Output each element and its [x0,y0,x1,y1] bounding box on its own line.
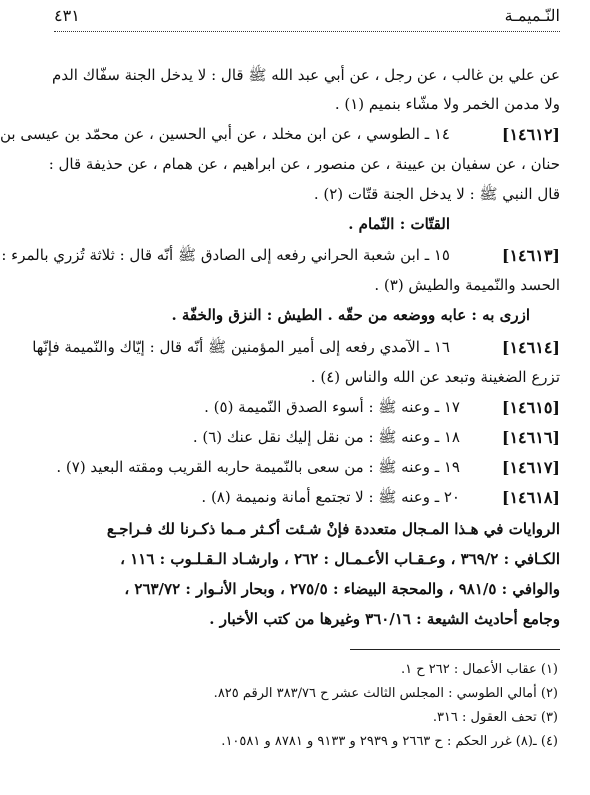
gloss-line: ازرى به : عابه ووضعه من حقّه . الطيش : النزق والخفّة . [171,306,530,324]
header-dotted-rule [54,31,560,32]
running-title: النّـميمـة [504,6,560,25]
hadith-number: [١٤٦١٨] [501,488,560,507]
hadith-number: [١٤٦١٦] [501,428,560,447]
footnote: (١) عقاب الأعمال : ٢٦٢ ح ١. [400,662,558,677]
text-line: عن علي بن غالب ، عن رجل ، عن أبي عبد الله ﷺ قال : لا يدخل الجنة سفّاك الدم [52,66,560,84]
hadith-number: [١٤٦١٤] [501,338,560,357]
hadith-text: ١٧ ـ وعنه ﷺ : أسوء الصدق النّميمة (٥) . [204,398,460,416]
text-line: تزرع الضغينة وتبعد عن الله والناس (٤) . [310,368,560,386]
footnote: (٢) أمالي الطوسي : المجلس الثالث عشر ح ٣٨٣/٧٦ الرقم ٨٢٥. [213,686,558,701]
hadith-text: ١٨ ـ وعنه ﷺ : من نقل إليك نقل عنك (٦) . [192,428,460,446]
gloss-line: القتّات : النّمام . [348,215,450,233]
text-line: ١٦ ـ الآمدي رفعه إلى أمير المؤمنين ﷺ أنّه قال : إيّاك والنّميمة فإنّها [32,338,450,356]
note-line: الكـافي : ٣٦٩/٢ ، وعـقـاب الأعـمـال : ٢٦٢ ، وارشـاد الـقـلـوب : ١١٦ ، [120,550,560,568]
text-line: ١٤ ـ الطوسي ، عن ابن مخلد ، عن أبي الحسين ، عن محمّد بن عيسى بن [0,125,450,143]
text-line: ولا مدمن الخمر ولا مشّاء بنميم (١) . [334,95,560,113]
note-line: والوافي : ٩٨١/٥ ، والمحجة البيضاء : ٢٧٥/٥ ، وبحار الأنـوار : ٢٦٣/٧٢ ، [124,580,560,598]
hadith-number: [١٤٦١٥] [501,398,560,417]
note-line: الروايات في هـذا المـجال متعددة فإنْ شـئت أكـثر مـما ذكـرنا لك فـراجـع [106,520,560,538]
hadith-text: ١٩ ـ وعنه ﷺ : من سعى بالنّميمة حاربه القريب ومقته البعيد (٧) . [56,458,460,476]
text-line: حنان ، عن سفيان بن عيينة ، عن منصور ، عن ابراهيم ، عن همام ، عن حذيفة قال : [48,155,560,173]
note-line: وجامع أحاديث الشيعة : ٣٦٠/١٦ وغيرها من كتب الأخبار . [209,610,560,628]
footnote-rule [350,649,560,650]
text-line: قال النبي ﷺ : لا يدخل الجنة قتّات (٢) . [313,185,560,203]
hadith-text: ٢٠ ـ وعنه ﷺ : لا تجتمع أمانة ونميمة (٨) . [201,488,460,506]
hadith-number: [١٤٦١٧] [501,458,560,477]
page-number: ٤٣١ [54,6,80,25]
text-line: ١٥ ـ ابن شعبة الحراني رفعه إلى الصادق ﷺ أنّه قال : ثلاثة تُزري بالمرء : [1,246,450,264]
hadith-number: [١٤٦١٢] [501,125,560,144]
text-line: الحسد والنّميمة والطيش (٣) . [374,276,560,294]
footnote: (٤) ـ(٨) غرر الحكم : ح ٢٦٦٣ و ٢٩٣٩ و ٩١٣٣ و ٨٧٨١ و ١٠٥٨١. [221,734,558,749]
hadith-number: [١٤٦١٣] [501,246,560,265]
footnote: (٣) تحف العقول : ٣١٦. [432,710,558,725]
